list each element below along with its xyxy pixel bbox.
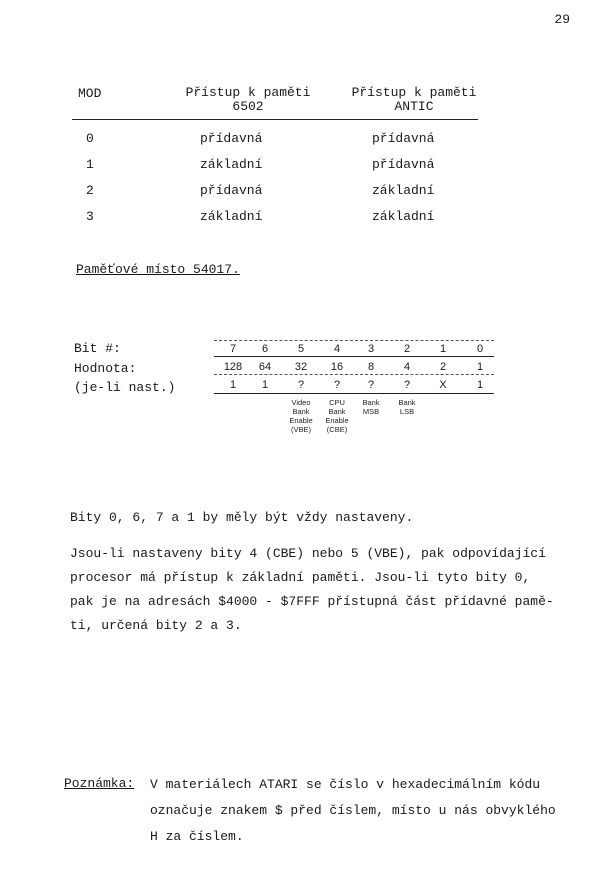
paragraph-line: procesor má přístup k základní paměti. Jsou-li tyto bity 0, — [70, 570, 531, 585]
bit-number-cell: 6 — [261, 343, 269, 355]
bit-note-line: Bank — [328, 407, 346, 416]
cpu-access-value: přídavná — [200, 183, 263, 198]
bit-note-line: CPU — [329, 398, 345, 407]
bit-set-cell: ? — [403, 379, 411, 391]
mod-row — [72, 183, 492, 203]
mod-value: 3 — [86, 209, 94, 224]
page-number: 29 — [554, 12, 570, 27]
mod-header: MOD — [78, 86, 102, 101]
set-label: (je-li nast.) — [74, 380, 176, 395]
mod-row — [72, 157, 492, 177]
bit-set-cell: ? — [297, 379, 305, 391]
bit-note-line: Enable — [325, 416, 349, 425]
cpu-access-value: přídavná — [200, 131, 263, 146]
register-top-rule — [214, 340, 494, 341]
mod-row — [72, 209, 492, 229]
bit-note-line: (VBE) — [290, 425, 311, 434]
bit-number-cell: 5 — [297, 343, 305, 355]
bit-number-cell: 1 — [439, 343, 447, 355]
bit-note-line: LSB — [399, 407, 415, 416]
paragraph-explanation — [70, 542, 554, 638]
bit-value-cell: 1 — [476, 361, 484, 373]
bit-set-cell: 1 — [476, 379, 484, 391]
antic-access-value: přídavná — [372, 157, 435, 172]
bit-number-cell: 0 — [476, 343, 484, 355]
bit-note-line: (CBE) — [326, 425, 348, 434]
antic-access-header-line2: ANTIC — [394, 99, 434, 114]
register-rule-1 — [214, 356, 494, 357]
bit-label: Bit #: — [74, 341, 121, 356]
note-text — [150, 772, 556, 850]
register-bottom-rule — [214, 393, 494, 394]
mod-value: 0 — [86, 131, 94, 146]
cpu-access-header — [178, 86, 318, 114]
memory-location-heading: Paměťové místo 54017. — [76, 262, 240, 277]
note-line: V materiálech ATARI se číslo v hexadecimálním kódu — [150, 777, 541, 792]
bit-set-cell: ? — [367, 379, 375, 391]
cpu-access-value: základní — [200, 209, 263, 224]
antic-access-header-line1: Přístup k paměti — [351, 85, 477, 100]
cpu-access-header-line1: Přístup k paměti — [185, 85, 311, 100]
bit-note — [387, 398, 427, 416]
bit-value-cell: 64 — [258, 361, 272, 373]
paragraph-line: Jsou-li nastaveny bity 4 (CBE) nebo 5 (VBE), pak odpovídající — [70, 546, 546, 561]
bit-value-cell: 4 — [403, 361, 411, 373]
cpu-access-value: základní — [200, 157, 263, 172]
mod-row — [72, 131, 492, 151]
bit-set-cell: X — [439, 379, 447, 391]
bit-set-cell: 1 — [261, 379, 269, 391]
paragraph-bits-set: Bity 0, 6, 7 a 1 by měly být vždy nastaveny. — [70, 510, 414, 525]
bit-note-line: Bank — [362, 398, 380, 407]
antic-access-value: přídavná — [372, 131, 435, 146]
bit-value-cell: 128 — [223, 361, 243, 373]
bit-note-line: Bank — [398, 398, 416, 407]
bit-number-cell: 7 — [229, 343, 237, 355]
bit-note-line: MSB — [362, 407, 380, 416]
mod-value: 2 — [86, 183, 94, 198]
bit-value-cell: 32 — [294, 361, 308, 373]
paragraph-line: ti, určená bity 2 a 3. — [70, 618, 242, 633]
bit-value-cell: 16 — [330, 361, 344, 373]
bit-number-cell: 4 — [333, 343, 341, 355]
paragraph-line: pak je na adresách $4000 - $7FFF přístupná část přídavné pamě- — [70, 594, 554, 609]
bit-note-line: Video — [291, 398, 311, 407]
bit-value-cell: 2 — [439, 361, 447, 373]
bit-note — [351, 398, 391, 416]
bit-value-cell: 8 — [367, 361, 375, 373]
mod-value: 1 — [86, 157, 94, 172]
bit-number-cell: 3 — [367, 343, 375, 355]
bit-note-line: Bank — [292, 407, 310, 416]
note-label: Poznámka: — [64, 776, 135, 791]
note-line: označuje znakem $ před číslem, místo u nás obvyklého — [150, 803, 556, 818]
value-label: Hodnota: — [74, 361, 137, 376]
bit-note — [281, 398, 321, 434]
antic-access-value: základní — [372, 209, 435, 224]
bit-set-cell: ? — [333, 379, 341, 391]
antic-access-value: základní — [372, 183, 435, 198]
register-rule-2 — [214, 374, 494, 375]
note-line: H za číslem. — [150, 829, 244, 844]
bit-number-cell: 2 — [403, 343, 411, 355]
mod-table-header-rule — [72, 119, 478, 120]
bit-note-line: Enable — [289, 416, 313, 425]
cpu-access-header-line2: 6502 — [232, 99, 264, 114]
antic-access-header — [344, 86, 484, 114]
bit-set-cell: 1 — [229, 379, 237, 391]
